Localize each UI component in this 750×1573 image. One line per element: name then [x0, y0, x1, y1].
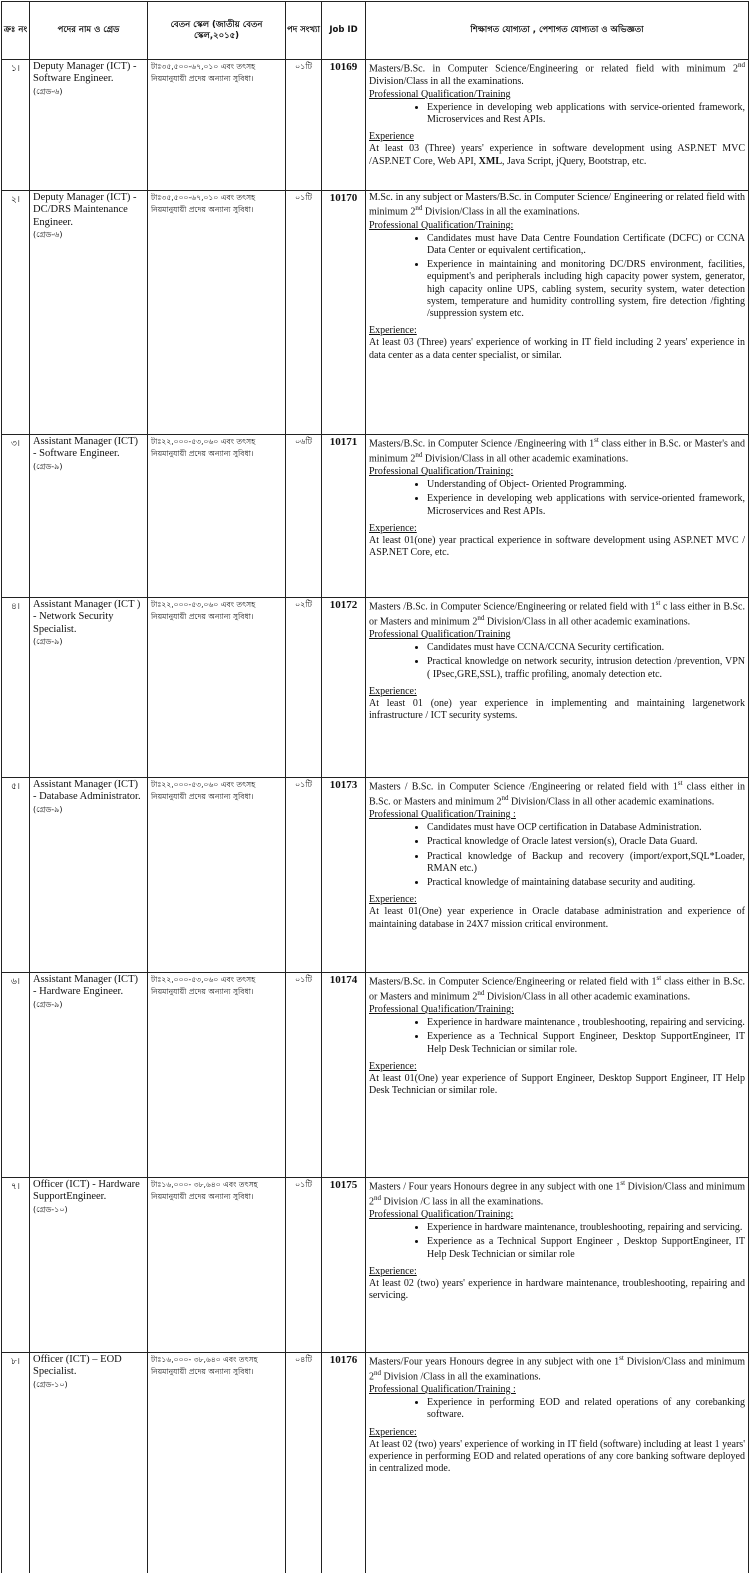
professional-qualification-heading: Professional Qua!ification/Training:	[369, 1004, 514, 1016]
table-row	[2, 60, 749, 191]
post-grade: (গ্রেড-৬)	[33, 230, 63, 240]
education-requirement: M.Sc. in any subject or Masters/B.Sc. in Computer Science/ Engineering or related field with minimum 2nd Division/Class in all the examinations.	[369, 192, 745, 218]
qualification-item: • Practical knowledge on network security, intrusion detection /prevention, VPN ( IPsec,GRE,SSL), traffic profiling, anomaly detection etc.	[427, 656, 745, 680]
qualification-item: • Experience in hardware maintenance, troubleshooting, repairing and servicing.	[427, 1222, 745, 1234]
qualification-item: • Candidates must have OCP certification in Database Administration.	[427, 822, 745, 834]
experience-requirement: At least 02 (two) years' experience in hardware maintenance, troubleshooting, repairing and servicing.	[369, 1277, 745, 1302]
post-cell	[30, 778, 148, 973]
post-name: Assistant Manager (ICT) - Database Administrator.	[33, 779, 141, 803]
professional-qualification-heading: Professional Qualification/Training:	[369, 466, 514, 478]
qualification-cell	[366, 1353, 749, 1573]
post-name: Deputy Manager (ICT) - Software Engineer.	[33, 61, 137, 85]
post-count: ০১টি	[286, 1178, 322, 1353]
table-row	[2, 598, 749, 778]
professional-qualification-heading: Professional Qualification/Training	[369, 629, 511, 641]
post-cell	[30, 973, 148, 1178]
experience-heading: Experience:	[369, 685, 417, 697]
post-name: Officer (ICT) – EOD Specialist.	[33, 1354, 122, 1378]
experience-heading: Experience:	[369, 1060, 417, 1072]
experience-requirement: At least 01(One) year experience of Support Engineer, Desktop Support Engineer, IT Help Desk Technician or similar role.	[369, 1072, 745, 1097]
experience-requirement: At least 01(one) year practical experience in software development using ASP.NET MVC / ASP.NET Core, etc.	[369, 534, 745, 559]
experience-heading: Experience:	[369, 1265, 417, 1277]
qualification-item: • Practical knowledge of Backup and recovery (import/export,SQL*Loader, RMAN etc.)	[427, 851, 745, 875]
education-requirement: Masters/B.Sc. in Computer Science/Engineering or related field with 1st class either in B.Sc. or Masters and minimum 2nd Division/Class in all other academic examinations.	[369, 974, 746, 1002]
qualification-list	[369, 233, 745, 320]
experience-requirement: At least 03 (Three) years' experience in software development using ASP.NET MVC /ASP.NET Core, Web API, XML, Java Script, jQuery, Bootstrap, etc.	[369, 143, 745, 167]
serial-number: ৭।	[2, 1178, 30, 1353]
post-grade: (গ্রেড-৯)	[33, 999, 63, 1009]
serial-number: ৪।	[2, 598, 30, 778]
header-serial: ক্রঃ নং	[2, 2, 30, 60]
job-id: 10173	[322, 778, 366, 973]
table-row	[2, 778, 749, 973]
post-count: ০১টি	[286, 191, 322, 435]
post-cell	[30, 60, 148, 191]
education-requirement: Masters / B.Sc. in Computer Science /Engineering or related field with 1st class either in B.Sc. or Masters and minimum 2nd Division/Class in all other academic examinations.	[369, 779, 746, 807]
qualification-item: • Practical knowledge of Oracle latest version(s), Oracle Data Guard.	[427, 836, 745, 848]
professional-qualification-heading: Professional Qualification/Training :	[369, 809, 516, 821]
experience-heading: Experience:	[369, 1426, 417, 1438]
post-grade: (গ্রেড-৯)	[33, 637, 63, 647]
experience-heading: Experience:	[369, 522, 417, 534]
post-count: ০১টি	[286, 60, 322, 191]
post-grade: (গ্রেড-৯)	[33, 461, 63, 471]
post-count: ০৬টি	[286, 435, 322, 598]
qualification-list	[369, 1222, 745, 1261]
post-name: Officer (ICT) - Hardware SupportEngineer.	[33, 1179, 140, 1203]
education-requirement: Masters/B.Sc. in Computer Science /Engineering with 1st class either in B.Sc. or Master's and minimum 2nd Division/Class in all other academic examinations.	[369, 436, 746, 464]
professional-qualification-heading: Professional Qualification/Training	[369, 88, 511, 100]
qualification-list	[369, 822, 745, 889]
qualification-item: • Understanding of Object- Oriented Programming.	[427, 479, 745, 491]
salary-scale: টাঃ৩৫,৫০০-৬৭,০১০ এবং তৎসহ নিয়মানুযায়ী প্রদেয় অন্যান্য সুবিধা।	[148, 191, 286, 435]
education-requirement: Masters / Four years Honours degree in any subject with one 1st Division/Class and minimum 2nd Division /C lass in all the examinations.	[369, 1179, 745, 1207]
education-requirement: Masters/B.Sc. in Computer Science/Engineering or related field with minimum 2nd Division/Class in all the examinations.	[369, 61, 745, 87]
job-id: 10175	[322, 1178, 366, 1353]
post-count: ০১টি	[286, 973, 322, 1178]
experience-requirement: At least 03 (Three) years' experience of working in IT field including 2 years' experience in data center as a data center specialist, or similar.	[369, 337, 745, 361]
qualification-cell	[366, 435, 749, 598]
header-job-id: Job ID	[322, 2, 366, 60]
salary-scale: টাঃ২২,০০০-৫৩,০৬০ এবং তৎসহ নিয়মানুযায়ী প্রদেয় অন্যান্য সুবিধা।	[148, 973, 286, 1178]
table-row	[2, 973, 749, 1178]
post-name: Assistant Manager (ICT ) - Network Security Specialist.	[33, 599, 141, 635]
table-row	[2, 1353, 749, 1573]
qualification-list	[369, 1397, 745, 1421]
qualification-item: • Experience in developing web applications with service-oriented framework, Microservices and Rest APIs.	[427, 102, 745, 126]
job-id: 10174	[322, 973, 366, 1178]
qualification-cell	[366, 778, 749, 973]
salary-scale: টাঃ২২,০০০-৫৩,০৬০ এবং তৎসহ নিয়মানুযায়ী প্রদেয় অন্যান্য সুবিধা।	[148, 435, 286, 598]
serial-number: ৮।	[2, 1353, 30, 1573]
experience-heading: Experience:	[369, 325, 417, 337]
job-id: 10170	[322, 191, 366, 435]
table-row	[2, 191, 749, 435]
qualification-list	[369, 102, 745, 126]
job-id: 10169	[322, 60, 366, 191]
post-cell	[30, 435, 148, 598]
serial-number: ২।	[2, 191, 30, 435]
qualification-cell	[366, 60, 749, 191]
post-name: Assistant Manager (ICT) - Hardware Engineer.	[33, 974, 138, 998]
qualification-list	[369, 642, 745, 681]
header-qualification: শিক্ষাগত যোগ্যতা , পেশাগত যোগ্যতা ও অভিজ্ঞতা	[366, 2, 749, 60]
post-count: ০২টি	[286, 598, 322, 778]
experience-heading: Experience:	[369, 894, 417, 906]
qualification-item: • Experience in developing web applications with service-oriented framework, Microservices and Rest APIs.	[427, 493, 745, 517]
job-id: 10172	[322, 598, 366, 778]
job-table	[1, 1, 749, 1573]
qualification-item: • Experience in hardware maintenance , troubleshooting, repairing and servicing.	[427, 1017, 745, 1029]
qualification-cell	[366, 1178, 749, 1353]
qualification-item: • Candidates must have Data Centre Foundation Certificate (DCFC) or CCNA Data Center or equivalent certification,.	[427, 233, 745, 257]
post-name: Assistant Manager (ICT) - Software Engineer.	[33, 436, 138, 460]
qualification-item: • Practical knowledge of maintaining database security and auditing.	[427, 877, 745, 889]
post-cell	[30, 1353, 148, 1573]
salary-scale: টাঃ১৬,০০০- ৩৮,৬৪০ এবং তৎসহ নিয়মানুযায়ী প্রদেয় অন্যান্য সুবিধা।	[148, 1353, 286, 1573]
table-row	[2, 435, 749, 598]
experience-requirement: At least 01 (one) year experience in implementing and maintaining largenetwork infrastructure / ICT security systems.	[369, 697, 745, 722]
qualification-item: • Experience in maintaining and monitoring DC/DRS environment, facilities, equipment's and peripherals including high capacity power system, generator, high capacity online UPS, cabling system, security system, water detection system, temperature and humidity controlling system, fire detection /fighting /suppression system etc.	[427, 259, 745, 320]
post-grade: (গ্রেড-৯)	[33, 804, 63, 814]
experience-heading: Experience	[369, 131, 414, 143]
professional-qualification-heading: Professional Qualification/Training:	[369, 1209, 514, 1221]
qualification-cell	[366, 191, 749, 435]
qualification-list	[369, 1017, 745, 1056]
salary-scale: টাঃ২২,০০০-৫৩,০৬০ এবং তৎসহ নিয়মানুযায়ী প্রদেয় অন্যান্য সুবিধা।	[148, 598, 286, 778]
post-cell	[30, 598, 148, 778]
qualification-item: • Experience as a Technical Support Engineer, Desktop SupportEngineer, IT Help Desk Technician or similar role.	[427, 1031, 745, 1055]
experience-requirement: At least 01(One) year experience in Oracle database administration and experience of maintaining database in 24X7 mission critical environment.	[369, 906, 745, 930]
post-count: ০১টি	[286, 778, 322, 973]
post-count: ০৪টি	[286, 1353, 322, 1573]
table-row	[2, 1178, 749, 1353]
job-id: 10171	[322, 435, 366, 598]
serial-number: ১।	[2, 60, 30, 191]
post-name: Deputy Manager (ICT) - DC/DRS Maintenance Engineer.	[33, 192, 137, 228]
qualification-cell	[366, 598, 749, 778]
header-salary: বেতন স্কেল (জাতীয় বেতন স্কেল,২০১৫)	[148, 2, 286, 60]
qualification-item: • Experience as a Technical Support Engineer , Desktop SupportEngineer, IT Help Desk Technician or similar role	[427, 1236, 745, 1260]
header-post: পদের নাম ও গ্রেড	[30, 2, 148, 60]
salary-scale: টাঃ৩৫,৫০০-৬৭,০১০ এবং তৎসহ নিয়মানুযায়ী প্রদেয় অন্যান্য সুবিধা।	[148, 60, 286, 191]
post-cell	[30, 191, 148, 435]
header-count: পদ সংখ্যা	[286, 2, 322, 60]
post-grade: (গ্রেড-১০)	[33, 1204, 68, 1214]
serial-number: ৩।	[2, 435, 30, 598]
salary-scale: টাঃ২২,০০০-৫৩,০৬০ এবং তৎসহ নিয়মানুযায়ী প্রদেয় অন্যান্য সুবিধা।	[148, 778, 286, 973]
post-grade: (গ্রেড-১০)	[33, 1379, 68, 1389]
job-id: 10176	[322, 1353, 366, 1573]
post-cell	[30, 1178, 148, 1353]
education-requirement: Masters /B.Sc. in Computer Science/Engineering or related field with 1st c lass either in B.Sc. or Masters and minimum 2nd Division/Class in all other academic examinations.	[369, 599, 745, 627]
qualification-item: • Experience in performing EOD and related operations of any corebanking software.	[427, 1397, 745, 1421]
serial-number: ৬।	[2, 973, 30, 1178]
education-requirement: Masters/Four years Honours degree in any subject with one 1st Division/Class and minimum 2nd Division /Class in all the examinations.	[369, 1354, 745, 1382]
post-grade: (গ্রেড-৬)	[33, 86, 63, 96]
experience-requirement: At least 02 (two) years' experience of working in IT field (software) including at least 1 years' experience in performing EOD and related operations of any core banking software deployed in centralized mode.	[369, 1438, 745, 1475]
qualification-item: • Candidates must have CCNA/CCNA Security certification.	[427, 642, 745, 654]
professional-qualification-heading: Professional Qualification/Training :	[369, 1384, 516, 1396]
qualification-list	[369, 479, 745, 518]
serial-number: ৫।	[2, 778, 30, 973]
professional-qualification-heading: Professional Qualification/Training:	[369, 219, 514, 231]
qualification-cell	[366, 973, 749, 1178]
salary-scale: টাঃ১৬,০০০- ৩৮,৬৪০ এবং তৎসহ নিয়মানুযায়ী প্রদেয় অন্যান্য সুবিধা।	[148, 1178, 286, 1353]
header-row	[2, 2, 749, 60]
